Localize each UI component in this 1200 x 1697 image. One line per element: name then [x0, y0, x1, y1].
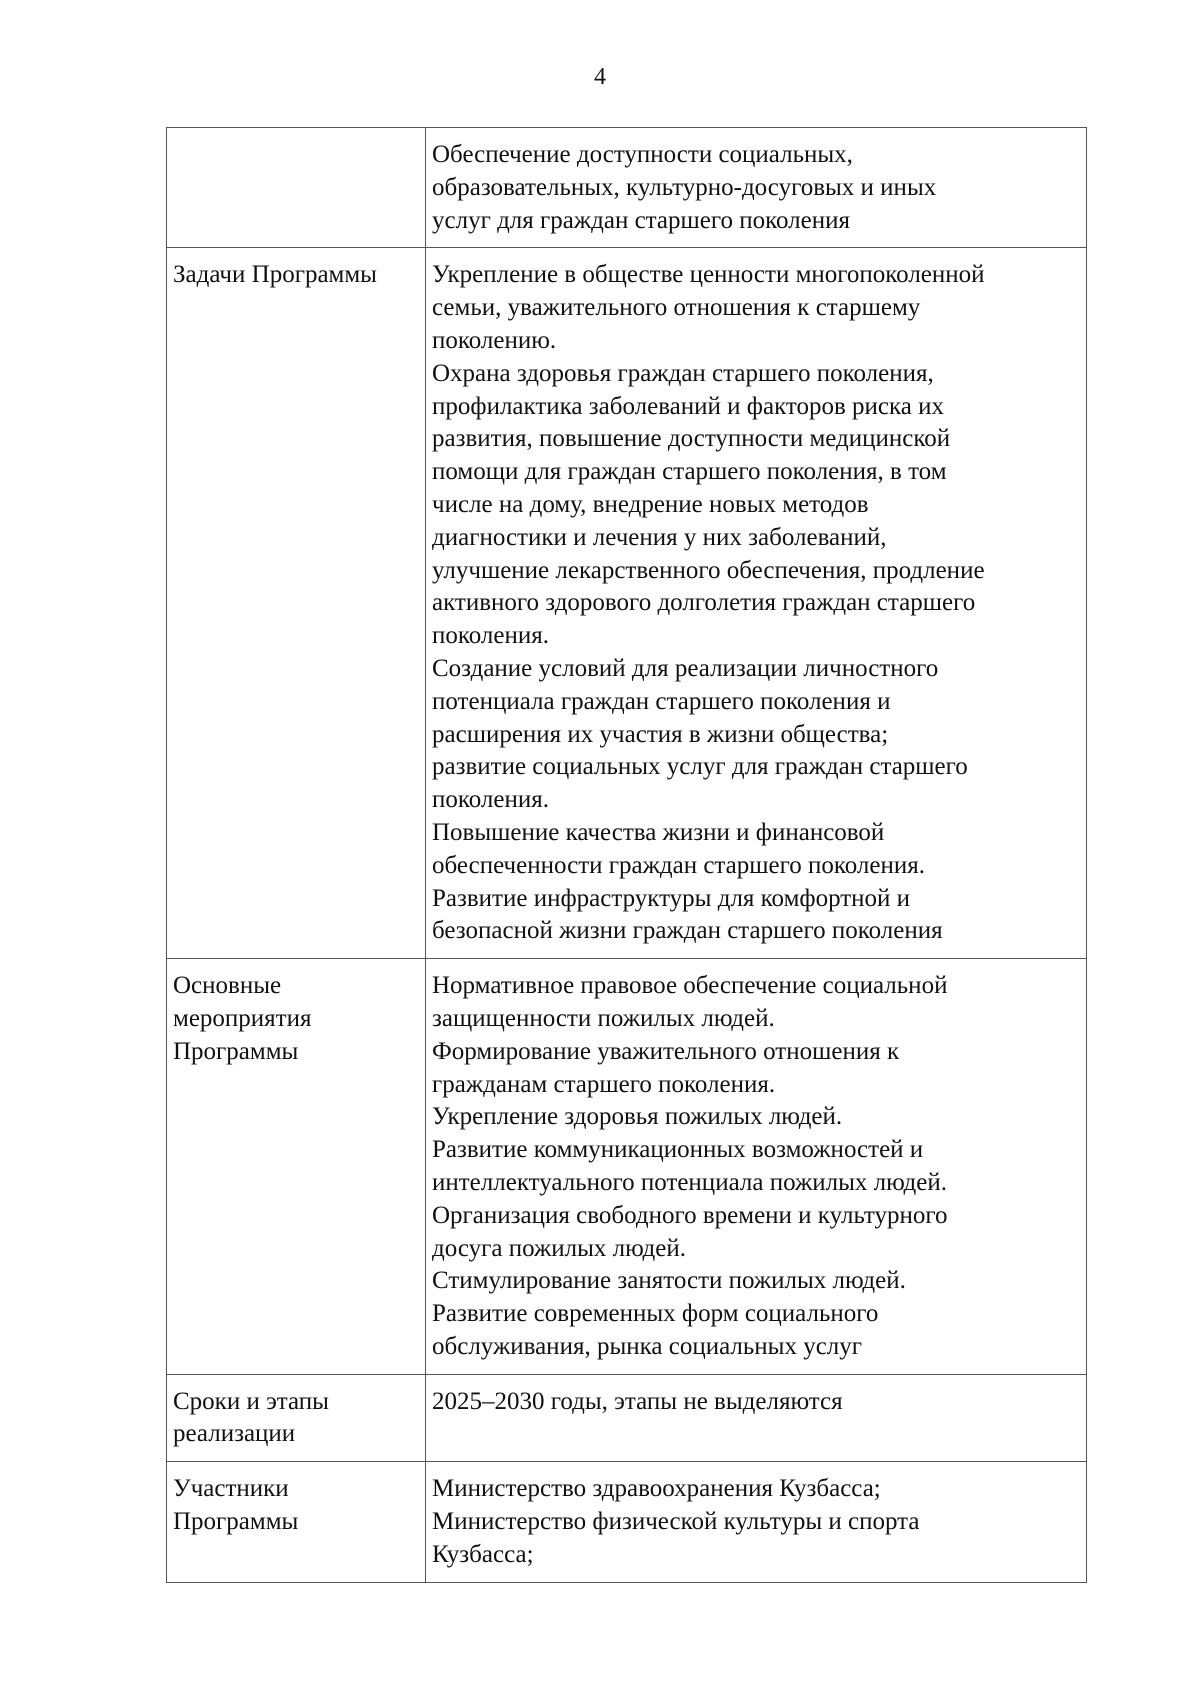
- row-label-cell: [167, 248, 426, 959]
- value-line: Развитие инфраструктуры для комфортной и: [432, 884, 911, 912]
- page-number: 4: [594, 64, 606, 90]
- row-label-cell: [167, 959, 426, 1375]
- row-label-cell: [167, 1462, 426, 1582]
- label-line: Участники: [173, 1475, 289, 1503]
- value-line: поколению.: [432, 326, 557, 354]
- value-line: обеспеченности граждан старшего поколения.: [432, 851, 925, 879]
- row-value-cell: [426, 128, 1087, 248]
- value-line: семьи, уважительного отношения к старшему: [432, 294, 921, 322]
- row-value-cell: [426, 1374, 1087, 1462]
- table-row-timeline: [167, 1374, 1087, 1462]
- value-line: Кузбасса;: [432, 1540, 534, 1568]
- value-line: Охрана здоровья граждан старшего поколения,: [432, 359, 934, 387]
- value-line: образовательных, культурно-досуговых и иных: [432, 173, 937, 201]
- value-line: интеллектуального потенциала пожилых людей.: [432, 1168, 947, 1196]
- value-line: Стимулирование занятости пожилых людей.: [432, 1267, 906, 1295]
- value-line: помощи для граждан старшего поколения, в том: [432, 458, 947, 486]
- label-line: Задачи Программы: [173, 261, 377, 289]
- table-row-participants: [167, 1462, 1087, 1582]
- value-line: гражданам старшего поколения.: [432, 1070, 776, 1098]
- label-line: Программы: [173, 1508, 299, 1536]
- value-line: Обеспечение доступности социальных,: [432, 141, 853, 168]
- value-line: Укрепление в обществе ценности многопоколенной: [432, 261, 985, 289]
- value-line: развитие социальных услуг для граждан старшего: [432, 753, 968, 781]
- row-label-cell: [167, 128, 426, 248]
- label-line: Программы: [173, 1037, 299, 1065]
- value-line: активного здорового долголетия граждан старшего: [432, 589, 976, 617]
- value-line: расширения их участия в жизни общества;: [432, 720, 889, 748]
- value-line: числе на дому, внедрение новых методов: [432, 490, 869, 518]
- value-line: Организация свободного времени и культурного: [432, 1201, 948, 1229]
- value-line: Формирование уважительного отношения к: [432, 1037, 900, 1065]
- table-row-main-activities: [167, 959, 1087, 1375]
- value-line: профилактика заболеваний и факторов риска их: [432, 392, 945, 420]
- row-value-cell: [426, 1462, 1087, 1582]
- label-line: Основные: [173, 972, 282, 1000]
- row-label-cell: [167, 1374, 426, 1462]
- value-line: Создание условий для реализации личностного: [432, 654, 939, 682]
- value-line: поколения.: [432, 786, 550, 814]
- row-value-cell: [426, 248, 1087, 959]
- row-value-cell: [426, 959, 1087, 1375]
- value-line: Нормативное правовое обеспечение социальной: [432, 972, 948, 1000]
- value-line: потенциала граждан старшего поколения и: [432, 687, 891, 715]
- value-line: досуга пожилых людей.: [432, 1234, 686, 1262]
- table-row-program-tasks: [167, 248, 1087, 959]
- value-line: Повышение качества жизни и финансовой: [432, 818, 885, 846]
- value-line: Развитие коммуникационных возможностей и: [432, 1136, 924, 1164]
- value-line: 2025–2030 годы, этапы не выделяются: [432, 1387, 843, 1415]
- value-line: Развитие современных форм социального: [432, 1300, 879, 1328]
- value-line: защищенности пожилых людей.: [432, 1004, 775, 1032]
- value-line: Министерство здравоохранения Кузбасса;: [432, 1475, 881, 1503]
- label-line: реализации: [173, 1420, 296, 1448]
- program-passport-table: [166, 127, 1087, 1583]
- label-line: Сроки и этапы: [173, 1387, 329, 1415]
- value-line: безопасной жизни граждан старшего поколения: [432, 917, 943, 945]
- label-line: мероприятия: [173, 1004, 312, 1032]
- value-line: развития, повышение доступности медицинской: [432, 425, 951, 453]
- value-line: улучшение лекарственного обеспечения, продление: [432, 556, 985, 584]
- value-line: обслуживания, рынка социальных услуг: [432, 1332, 863, 1360]
- value-line: поколения.: [432, 622, 550, 650]
- value-line: Министерство физической культуры и спорта: [432, 1508, 920, 1536]
- value-line: услуг для граждан старшего поколения: [432, 206, 850, 234]
- value-line: Укрепление здоровья пожилых людей.: [432, 1103, 843, 1131]
- table-row-goal-continuation: [167, 128, 1087, 248]
- value-line: диагностики и лечения у них заболеваний,: [432, 523, 887, 551]
